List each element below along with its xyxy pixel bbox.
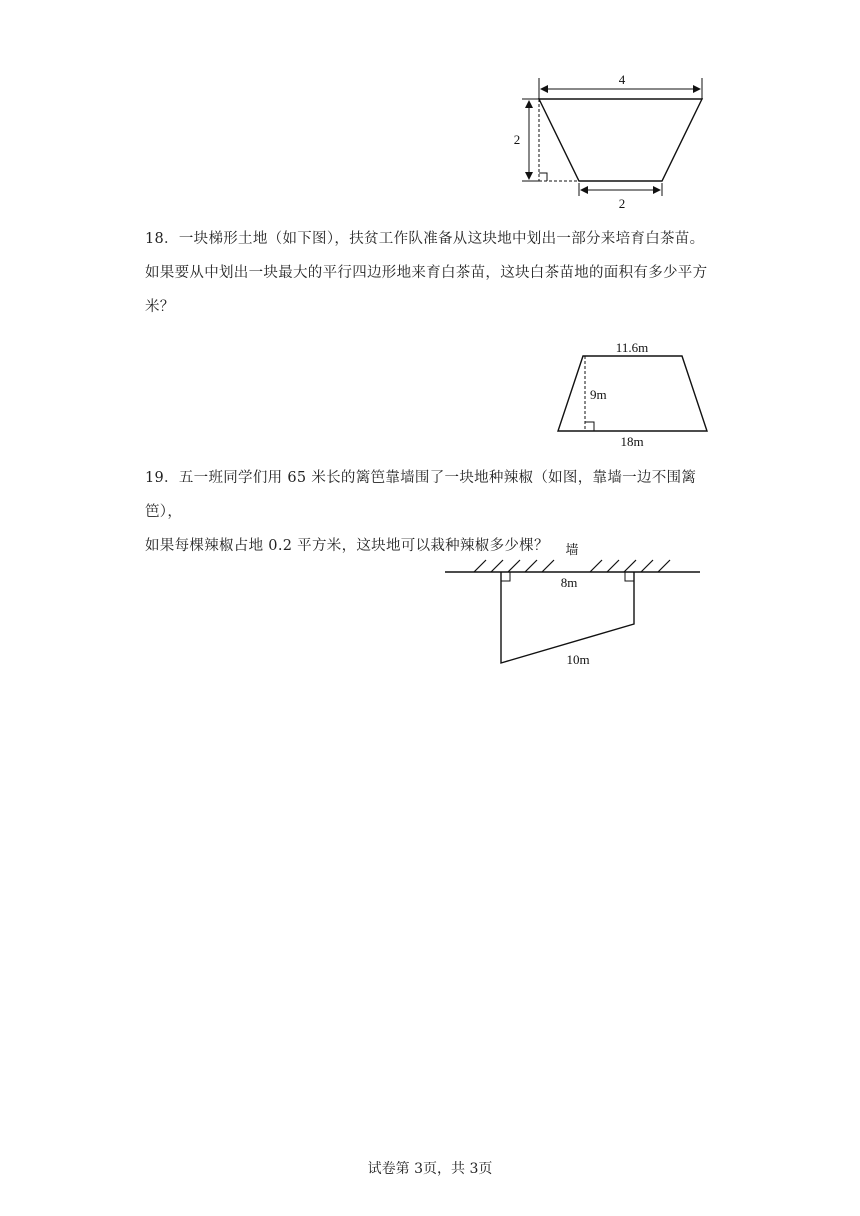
figure-18-top-label: 11.6m [615, 340, 649, 355]
question-18-line-1: 18．一块梯形土地（如下图），扶贫工作队准备从这块地中划出一部分来培育白茶苗。 [145, 231, 705, 247]
figure-17-left-label: 2 [513, 132, 521, 147]
question-19-line-2: 如果每棵辣椒占地 0.2 平方米，这块地可以栽种辣椒多少棵？ [145, 538, 549, 554]
question-18-line-2: 如果要从中划出一块最大的平行四边形地来育白茶苗，这块白茶苗地的面积有多少平方 [145, 265, 708, 281]
figure-18-height-label: 9m [590, 387, 607, 402]
question-18 [145, 222, 725, 324]
figure-18-bottom-label: 18m [620, 434, 644, 449]
question-19-line-1: 19．五一班同学们用 65 米长的篱笆靠墙围了一块地种辣椒（如图，靠墙一边不围篱笆）， [145, 470, 697, 520]
figure-19-wall-label: 墙 [565, 542, 579, 557]
figure-19-wall-plot [440, 535, 705, 675]
figure-19-bottom-label: 10m [566, 652, 590, 667]
question-18-line-3: 米？ [145, 299, 175, 315]
figure-17-bottom-label: 2 [618, 196, 626, 211]
figure-19-top-label: 8m [560, 575, 578, 590]
figure-17-trapezoid [500, 70, 720, 215]
figure-18-trapezoid [550, 336, 720, 451]
figure-17-top-label: 4 [618, 72, 626, 87]
page-footer: 试卷第 3页，共 3页 [367, 1161, 493, 1177]
